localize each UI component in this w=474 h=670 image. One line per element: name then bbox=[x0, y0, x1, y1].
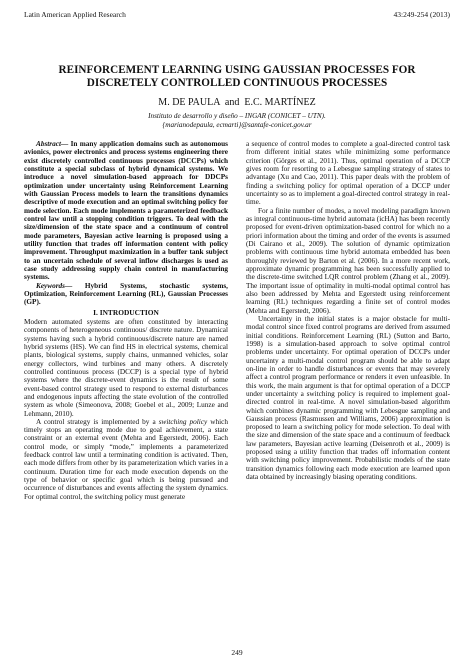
abstract-text: In many application domains such as autonomous avionics, power electronics and process systems engineering there exist discretely controlled continuous processes (DCCPs) which constitute a special subclass of hybrid dynamical systems. We introduce a novel simulation-based approach for DDCPs optimization under uncertainty using Reinforcement Learning with Gaussian Process models to learn the transitions dynamics descriptive of mode execution and an optimal switching policy for mode selection. Each mode implements a parameterized feedback control law until a stopping condition triggers. To deal with the size/dimension of the state space and a continuum of control mode parameters, Bayesian active learning is proposed using a utility function that trades off information content with policy improvement. Throughput maximization in a buffer tank subject to an uncertain schedule of several inflow discharges is used as case study addressing supply chain control in manufacturing systems. bbox=[24, 140, 228, 282]
running-head bbox=[24, 10, 450, 22]
keywords-label: Keywords— bbox=[36, 281, 73, 290]
abstract bbox=[24, 140, 228, 282]
affiliation-institute: Instituto de desarrollo y diseño – INGAR (CONICET – UTN). bbox=[148, 112, 326, 120]
right-paragraph-1: a sequence of control modes to complete a goal-directed control task from different initial states while minimizing some performance criterion (Görges et al., 2011). Thus, optimal operation of a DCCP gives room for resorting to a Lebesgue sampling strategy of states to advantage (Xu and Cao, 2011). This paper deals with the problem of finding a switching policy for optimal operation of a DCCP under uncertainty so as to implement a goal-directed control strategy in real-time. bbox=[246, 140, 450, 207]
intro-p2-start: A control strategy is implemented by a bbox=[36, 417, 159, 426]
left-column bbox=[24, 140, 228, 501]
volume-pages: 43:249-254 (2013) bbox=[393, 10, 450, 19]
journal-name: Latin American Applied Research bbox=[24, 10, 126, 19]
section-heading-introduction: I. INTRODUCTION bbox=[93, 307, 159, 317]
right-paragraph-3: Uncertainty in the initial states is a major obstacle for multi-modal control since fixed control programs are derived from assumed initial conditions. Reinforcement Learning (RL) (Sutton and Barto, 1998) is a simulation-based approach to solve optimal control problems under uncertainty. For optimal operation of DCCPs under uncertainty a multi-modal control program should be able to adapt on-line in order to handle disturbances or events that may severely affect a control program performance or renders it even unfeasible. In this work, the main argument is that for optimal operation of a DCCP under uncertainty a switching policy is required to implement goal-directed control in real-time. A novel simulation-based algorithm which combines dynamic programming with Lebesgue sampling and Gaussian process (Rasmussen and Williams, 2006) approximation is proposed to learn a switching policy for mode selection. To deal with the size and dimension of the state space and a continuum of feedback law parameters, Bayesian active learning (Deisenroth et al., 2009) is proposed using a utility function that trades off information content with switching policy improvement. Probabilistic models of the state transition dynamics following each mode execution are learned upon data obtained by increasingly biasing operating conditions. bbox=[246, 314, 450, 482]
title-line-1: REINFORCEMENT LEARNING USING GAUSSIAN PROCESSES FOR bbox=[58, 64, 416, 76]
abstract-label: Abstract— bbox=[36, 140, 69, 148]
author-conjunction: and bbox=[224, 97, 240, 108]
intro-p2-rest: which timely stops an operating mode due to goal achievement, a state constraint or an external event (Mehta and Egerstedt, 2006). Each control mode, or simply “mode,” implements a parameterized feedback control law until a terminating condition is activated. Then, each mode differs from other by its parameterization which varies in a continuum. Duration time for each mode execution depends on the type of behavior or specific goal which is being pursued and occurrence of disturbances and events affecting the system dynamics. For optimal control, the switching policy must generate bbox=[24, 417, 228, 501]
page-number: 249 bbox=[231, 648, 243, 657]
keywords bbox=[24, 282, 228, 307]
intro-paragraph-1: Modern automated systems are often constituted by interacting components of heterogeneous continuous/ discrete nature. Dynamical systems having such a hybrid continuous/discrete nature are named hybrid systems (HS). We can find HS in electrical systems, chemical plants, biological systems, supply chains, unmanned vehicles, solar energy collectors, wind turbines and many others. A discretely controlled continuous process (DCCP) is a special type of hybrid systems where the discrete-event dynamics is the result of some event-based control strategy used to respond to external disturbances and endogenous inputs affecting the state evolution of the controlled system as whole (Simeonova, 2008; Goebel et al., 2009; Lunze and Lehmann, 2010). bbox=[24, 317, 228, 418]
right-paragraph-2: For a finite number of modes, a novel modeling paradigm known as integral continuous-time hybrid automata (icHA) has been recently proposed for event-driven optimization-based control for which no a priori information about the timing and order of the events is assumed (Di Cairano et al., 2009). The solution of dynamic optimization problems with continuous time hybrid automata embedded has been thoroughly reviewed by Barton et al. (2006). In a more recent work, approximate dynamic programming has been successfully applied to the discrete-time switched LQR control problem (Zhang et al., 2009). The important issue of optimality in multi-modal optimal control has also been addressed by Mehta and Egerstedt using reinforcement learning (RL) techniques regarding a finite set of control modes (Mehta and Egerstedt, 2006). bbox=[246, 206, 450, 315]
author-2: E.C. MARTÍNEZ bbox=[244, 97, 316, 108]
paper-title bbox=[30, 64, 444, 90]
author-1: M. DE PAULA bbox=[158, 97, 220, 108]
title-line-2: DISCRETELY CONTROLLED CONTINUOUS PROCESSES bbox=[86, 77, 388, 89]
intro-paragraph-2 bbox=[24, 418, 228, 501]
intro-p2-emphasis: switching policy bbox=[158, 417, 208, 426]
affiliation-emails: {marianodepaula, ecmarti}@santafe-conicet.gov.ar bbox=[162, 121, 312, 129]
keywords-text: Hybrid Systems, stochastic systems, Optimization, Reinforcement Learning (RL), Gaussian Processes (GP). bbox=[24, 281, 228, 307]
right-column bbox=[246, 140, 450, 481]
author-list bbox=[0, 97, 474, 108]
affiliation bbox=[0, 112, 474, 130]
